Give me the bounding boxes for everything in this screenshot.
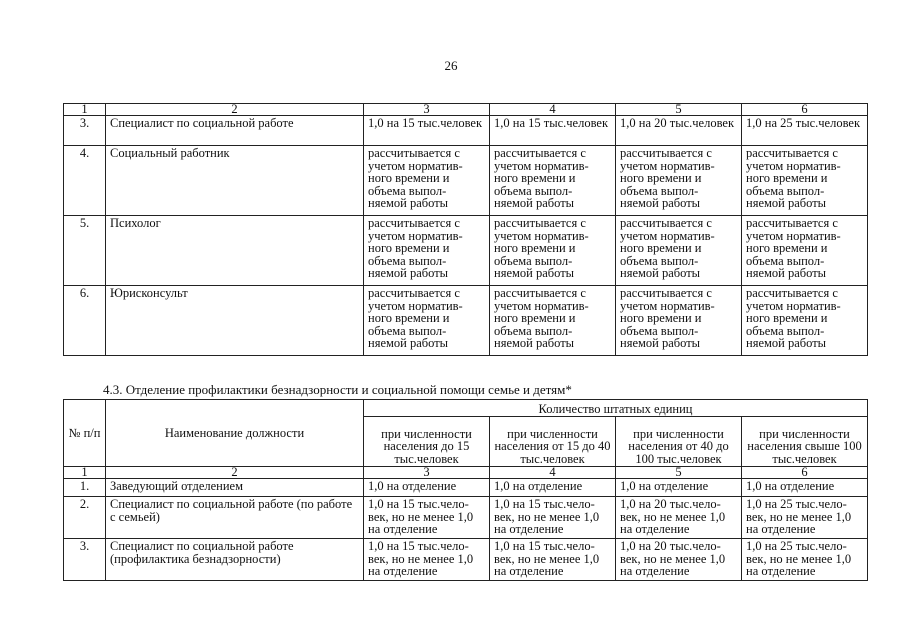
staff-value: рассчитывается с учетом норматив-ного времени и объема выпол-няемой работы — [364, 216, 490, 286]
colnum: 2 — [106, 104, 364, 116]
table-row — [64, 116, 868, 146]
colnum: 1 — [64, 104, 106, 116]
row-number: 5. — [64, 216, 106, 286]
column-numbers-row — [64, 467, 868, 479]
header-population-band: при численности населения от 40 до 100 тыс.человек — [616, 417, 742, 467]
table-row — [64, 146, 868, 216]
header-population-band: при численности населения от 15 до 40 тыс.человек — [490, 417, 616, 467]
column-numbers-row — [64, 104, 868, 116]
staff-value: рассчитывается с учетом норматив-ного времени и объема выпол-няемой работы — [364, 286, 490, 356]
staff-value: 1,0 на 25 тыс.чело-век, но не менее 1,0 на отделение — [742, 497, 868, 539]
staff-value: 1,0 на 20 тыс.человек — [616, 116, 742, 146]
colnum: 4 — [490, 467, 616, 479]
row-number: 1. — [64, 479, 106, 497]
staff-value: рассчитывается с учетом норматив-ного времени и объема выпол-няемой работы — [616, 216, 742, 286]
table-row — [64, 479, 868, 497]
staff-value: рассчитывается с учетом норматив-ного времени и объема выпол-няемой работы — [742, 286, 868, 356]
row-number: 6. — [64, 286, 106, 356]
colnum: 5 — [616, 467, 742, 479]
position-name: Специалист по социальной работе (по работе с семьей) — [106, 497, 364, 539]
header-staff-count: Количество штатных единиц — [364, 400, 868, 417]
section-title: 4.3. Отделение профилактики безнадзорности и социальной помощи семье и детям* — [103, 382, 572, 397]
table-row — [64, 539, 868, 581]
colnum: 3 — [364, 467, 490, 479]
position-name: Юрисконсульт — [106, 286, 364, 356]
colnum: 1 — [64, 467, 106, 479]
position-name: Заведующий отделением — [106, 479, 364, 497]
staff-value: рассчитывается с учетом норматив-ного времени и объема выпол-няемой работы — [616, 146, 742, 216]
position-name: Социальный работник — [106, 146, 364, 216]
staff-value: рассчитывается с учетом норматив-ного времени и объема выпол-няемой работы — [742, 146, 868, 216]
staff-value: 1,0 на 15 тыс.чело-век, но не менее 1,0 на отделение — [364, 539, 490, 581]
staff-value: 1,0 на отделение — [364, 479, 490, 497]
row-number: 4. — [64, 146, 106, 216]
colnum: 4 — [490, 104, 616, 116]
header-row-group — [64, 400, 868, 417]
staff-value: рассчитывается с учетом норматив-ного времени и объема выпол-няемой работы — [490, 216, 616, 286]
staff-value: рассчитывается с учетом норматив-ного времени и объема выпол-няемой работы — [490, 146, 616, 216]
staff-value: 1,0 на отделение — [616, 479, 742, 497]
position-name: Психолог — [106, 216, 364, 286]
colnum: 6 — [742, 467, 868, 479]
staff-value: рассчитывается с учетом норматив-ного времени и объема выпол-няемой работы — [364, 146, 490, 216]
header-position-name: Наименование должности — [106, 400, 364, 467]
row-number: 2. — [64, 497, 106, 539]
staff-value: рассчитывается с учетом норматив-ного времени и объема выпол-няемой работы — [616, 286, 742, 356]
table-row — [64, 286, 868, 356]
row-number: 3. — [64, 116, 106, 146]
staff-value: 1,0 на отделение — [742, 479, 868, 497]
staff-value: 1,0 на 20 тыс.чело-век, но не менее 1,0 на отделение — [616, 497, 742, 539]
staff-value: 1,0 на 20 тыс.чело-век, но не менее 1,0 на отделение — [616, 539, 742, 581]
staff-value: 1,0 на 15 тыс.человек — [364, 116, 490, 146]
staff-value: 1,0 на 25 тыс.чело-век, но не менее 1,0 на отделение — [742, 539, 868, 581]
staff-value: рассчитывается с учетом норматив-ного времени и объема выпол-няемой работы — [742, 216, 868, 286]
position-name: Специалист по социальной работе — [106, 116, 364, 146]
colnum: 3 — [364, 104, 490, 116]
staff-value: 1,0 на 25 тыс.человек — [742, 116, 868, 146]
table-row — [64, 216, 868, 286]
staff-value: 1,0 на отделение — [490, 479, 616, 497]
row-number: 3. — [64, 539, 106, 581]
staff-value: 1,0 на 15 тыс.чело-век, но не менее 1,0 на отделение — [490, 497, 616, 539]
staff-value: 1,0 на 15 тыс.чело-век, но не менее 1,0 на отделение — [490, 539, 616, 581]
staff-value: рассчитывается с учетом норматив-ного времени и объема выпол-няемой работы — [490, 286, 616, 356]
table-row — [64, 497, 868, 539]
header-population-band: при численности населения до 15 тыс.человек — [364, 417, 490, 467]
page-number: 26 — [444, 58, 458, 73]
colnum: 5 — [616, 104, 742, 116]
staff-value: 1,0 на 15 тыс.чело-век, но не менее 1,0 на отделение — [364, 497, 490, 539]
staffing-table-continued — [63, 103, 868, 356]
staffing-table-section-4-3 — [63, 399, 868, 581]
position-name: Специалист по социальной работе (профилактика безнадзорности) — [106, 539, 364, 581]
staff-value: 1,0 на 15 тыс.человек — [490, 116, 616, 146]
colnum: 2 — [106, 467, 364, 479]
header-population-band: при численности населения свыше 100 тыс.человек — [742, 417, 868, 467]
header-number: № п/п — [64, 400, 106, 467]
colnum: 6 — [742, 104, 868, 116]
